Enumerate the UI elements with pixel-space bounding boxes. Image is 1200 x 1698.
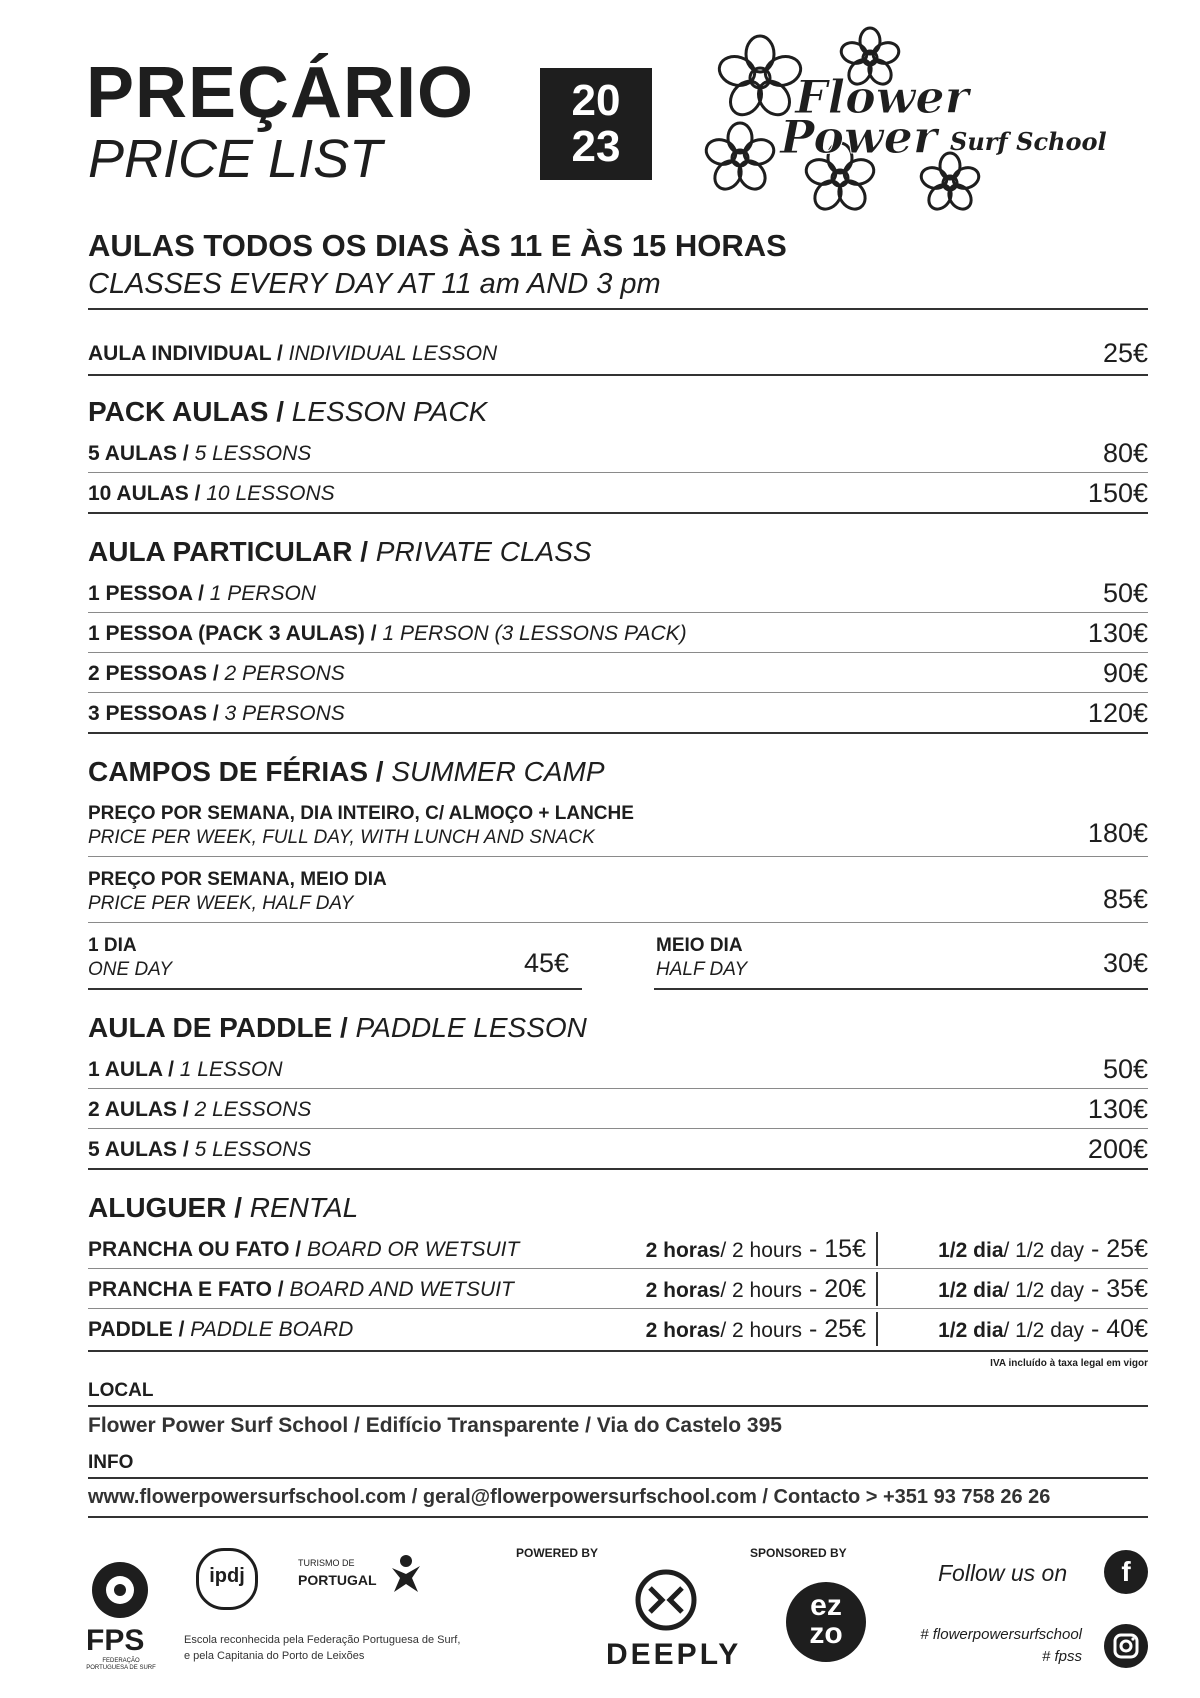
divider <box>88 1308 1148 1309</box>
divider <box>88 612 1148 613</box>
year-bottom: 23 <box>571 122 621 171</box>
hibiscus-flowers-icon <box>700 18 1150 218</box>
year-badge <box>540 68 652 180</box>
camp-one-day-price: 45€ <box>524 948 570 978</box>
ezzo-logo <box>786 1582 866 1662</box>
divider <box>88 1268 1148 1269</box>
turismo-line-1: TURISMO DE <box>298 1558 355 1568</box>
divider <box>88 988 582 990</box>
divider <box>88 1350 1148 1352</box>
section-title-paddle: AULA DE PADDLE / PADDLE LESSON <box>88 1012 587 1043</box>
camp-half-day-single: MEIO DIA HALF DAY <box>656 935 748 980</box>
deeply-logo <box>634 1568 698 1632</box>
local-address: Flower Power Surf School / Edifício Transparente / Via do Castelo 395 <box>88 1414 782 1437</box>
camp-half-day-single-price: 30€ <box>1102 948 1148 978</box>
camp-one-day: 1 DIA ONE DAY <box>88 935 173 980</box>
divider <box>88 1168 1148 1170</box>
follow-label: Follow us on <box>938 1560 1068 1586</box>
divider <box>88 1088 1148 1089</box>
divider <box>88 1516 1148 1518</box>
camp-half-day: PREÇO POR SEMANA, MEIO DIA PRICE PER WEEK, HALF DAY <box>88 869 387 914</box>
list-item: PRANCHA OU FATO / BOARD OR WETSUIT 2 horas/ 2 hours - 15€ 1/2 dia/ 1/2 day - 25€ <box>88 1238 1148 1272</box>
camp-full-price: 180€ <box>1087 818 1148 848</box>
list-item: PRANCHA E FATO / BOARD AND WETSUIT 2 horas/ 2 hours - 20€ 1/2 dia/ 1/2 day - 35€ <box>88 1278 1148 1312</box>
deeply-emblem-icon <box>634 1568 698 1632</box>
divider <box>88 732 1148 734</box>
fps-logo <box>88 1558 152 1622</box>
ezzo-line-2: zo <box>809 1617 843 1650</box>
divider <box>88 308 1148 310</box>
year-top: 20 <box>571 76 621 125</box>
turismo-line-2: PORTUGAL <box>298 1572 377 1588</box>
facebook-icon[interactable]: f <box>1104 1550 1148 1594</box>
divider <box>88 652 1148 653</box>
divider <box>654 988 1148 990</box>
divider <box>88 922 1148 923</box>
vat-note: IVA incluído à taxa legal em vigor <box>990 1358 1148 1369</box>
divider <box>88 1405 1148 1407</box>
section-title-pack: PACK AULAS / LESSON PACK <box>88 396 488 427</box>
ipdj-text: ipdj <box>209 1565 245 1587</box>
divider <box>88 856 1148 857</box>
camp-full-day: PREÇO POR SEMANA, DIA INTEIRO, C/ ALMOÇO + LANCHE PRICE PER WEEK, FULL DAY, WITH LUNCH AND SNACK <box>88 803 634 848</box>
schedule-en: CLASSES EVERY DAY AT 11 am AND 3 pm <box>88 268 661 300</box>
deeply-text: DEEPLY <box>606 1638 742 1671</box>
instagram-icon[interactable] <box>1104 1624 1148 1668</box>
ezzo-line-1: ez <box>810 1589 842 1622</box>
divider <box>88 1477 1148 1479</box>
label-pt: AULA INDIVIDUAL / <box>88 342 283 365</box>
sponsored-by-label: SPONSORED BY <box>750 1546 847 1560</box>
powered-by-label: POWERED BY <box>516 1546 599 1560</box>
local-label: LOCAL <box>88 1380 154 1401</box>
flower-power-logo <box>700 18 1150 218</box>
logo-text-2: Power <box>780 110 938 164</box>
turismo-logo <box>384 1552 428 1596</box>
section-title-camp: CAMPOS DE FÉRIAS / SUMMER CAMP <box>88 756 605 787</box>
divider <box>88 374 1148 376</box>
title-en: PRICE LIST <box>88 129 383 189</box>
section-title-rental: ALUGUER / RENTAL <box>88 1192 359 1223</box>
divider <box>88 512 1148 514</box>
logo-text-3: Surf School <box>950 127 1107 156</box>
turismo-figure-icon <box>384 1552 428 1596</box>
list-item: PADDLE / PADDLE BOARD 2 horas/ 2 hours - 25€ 1/2 dia/ 1/2 day - 40€ <box>88 1318 1148 1352</box>
fps-subtitle: FEDERAÇÃO PORTUGUESA DE SURF <box>86 1658 156 1671</box>
price: 25€ <box>1102 338 1148 368</box>
info-label: INFO <box>88 1452 134 1473</box>
divider <box>88 692 1148 693</box>
label-en: INDIVIDUAL LESSON <box>282 342 498 365</box>
hashtags: # flowerpowersurfschool # fpss <box>920 1626 1082 1665</box>
divider <box>88 472 1148 473</box>
camp-half-price: 85€ <box>1102 884 1148 914</box>
ipdj-logo <box>196 1548 258 1610</box>
recognition-note: Escola reconhecida pela Federação Portuguesa de Surf, e pela Capitania do Porto de Leixões <box>184 1634 461 1662</box>
info-contacts[interactable]: www.flowerpowersurfschool.com / geral@flowerpowersurfschool.com / Contacto > +351 93 758 26 26 <box>88 1486 1051 1508</box>
section-title-private: AULA PARTICULAR / PRIVATE CLASS <box>88 536 592 567</box>
divider <box>88 1128 1148 1129</box>
schedule-pt: AULAS TODOS OS DIAS ÀS 11 E ÀS 15 HORAS <box>88 228 787 263</box>
fps-emblem-icon <box>88 1558 152 1622</box>
fps-text: FPS <box>86 1624 145 1657</box>
logo-text-1: Flower <box>795 70 969 124</box>
title-pt: PREÇÁRIO <box>86 53 475 133</box>
